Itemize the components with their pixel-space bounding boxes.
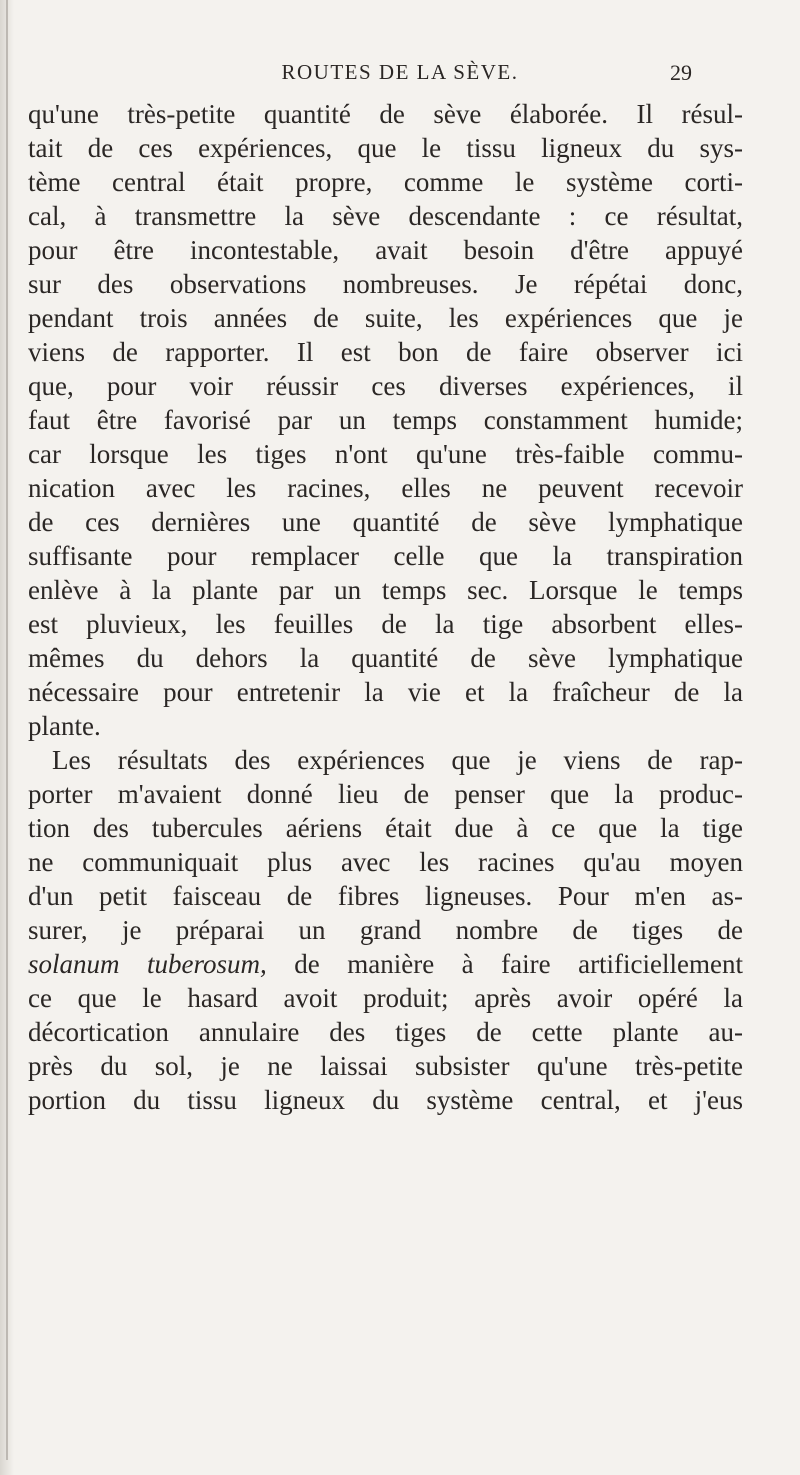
text-line: mêmes du dehors la quantité de sève lymphatique [28,643,743,673]
text-line: que, pour voir réussir ces diverses expériences, il [28,371,743,401]
text-line-with-species [28,947,743,981]
text-line: sur des observations nombreuses. Je répétai donc, [28,269,743,299]
text-line: de ces dernières une quantité de sève lymphatique [28,507,743,537]
binding-edge [6,0,8,1460]
paragraph-end-line: plante. [28,711,101,741]
text-line: ne communiquait plus avec les racines qu'au moyen [28,847,743,877]
paragraph-start-line: Les résultats des expériences que je viens de rap- [52,745,743,775]
text-line: cal, à transmettre la sève descendante : ce résultat, [28,201,743,231]
text-line: pendant trois années de suite, les expériences que je [28,303,743,333]
text-line: tion des tubercules aériens était due à ce que la tige [28,813,743,843]
species-name: solanum tuberosum, [28,949,267,979]
text-line: tème central était propre, comme le système corti- [28,167,743,197]
text-line: porter m'avaient donné lieu de penser que la produc- [28,779,743,809]
text-line: enlève à la plante par un temps sec. Lorsque le temps [28,575,743,605]
text-line: nication avec les racines, elles ne peuvent recevoir [28,473,743,503]
page-header [0,60,800,90]
text-line: suffisante pour remplacer celle que la transpiration [28,541,743,571]
text-line: ce que le hasard avoit produit; après avoir opéré la [28,983,743,1013]
text-line: faut être favorisé par un temps constamment humide; [28,405,743,435]
running-title: ROUTES DE LA SÈVE. [281,60,519,84]
text-line: près du sol, je ne laissai subsister qu'une très-petite [28,1051,743,1081]
text-span: de manière à faire artificiellement [294,949,743,979]
page-number: 29 [670,60,692,85]
text-line: car lorsque les tiges n'ont qu'une très-faible commu- [28,439,743,469]
text-line: décortication annulaire des tiges de cette plante au- [28,1017,743,1047]
text-line: portion du tissu ligneux du système central, et j'eus [28,1085,743,1115]
body-text [28,97,743,1117]
text-line: qu'une très-petite quantité de sève élaborée. Il résul- [28,99,743,129]
text-line: est pluvieux, les feuilles de la tige absorbent elles- [28,609,743,639]
text-line: pour être incontestable, avait besoin d'être appuyé [28,235,743,265]
text-line: viens de rapporter. Il est bon de faire observer ici [28,337,743,367]
text-line: d'un petit faisceau de fibres ligneuses. Pour m'en as- [28,881,743,911]
text-line: tait de ces expériences, que le tissu ligneux du sys- [28,133,743,163]
text-line: nécessaire pour entretenir la vie et la fraîcheur de la [28,677,743,707]
text-line: surer, je préparai un grand nombre de tiges de [28,915,743,945]
